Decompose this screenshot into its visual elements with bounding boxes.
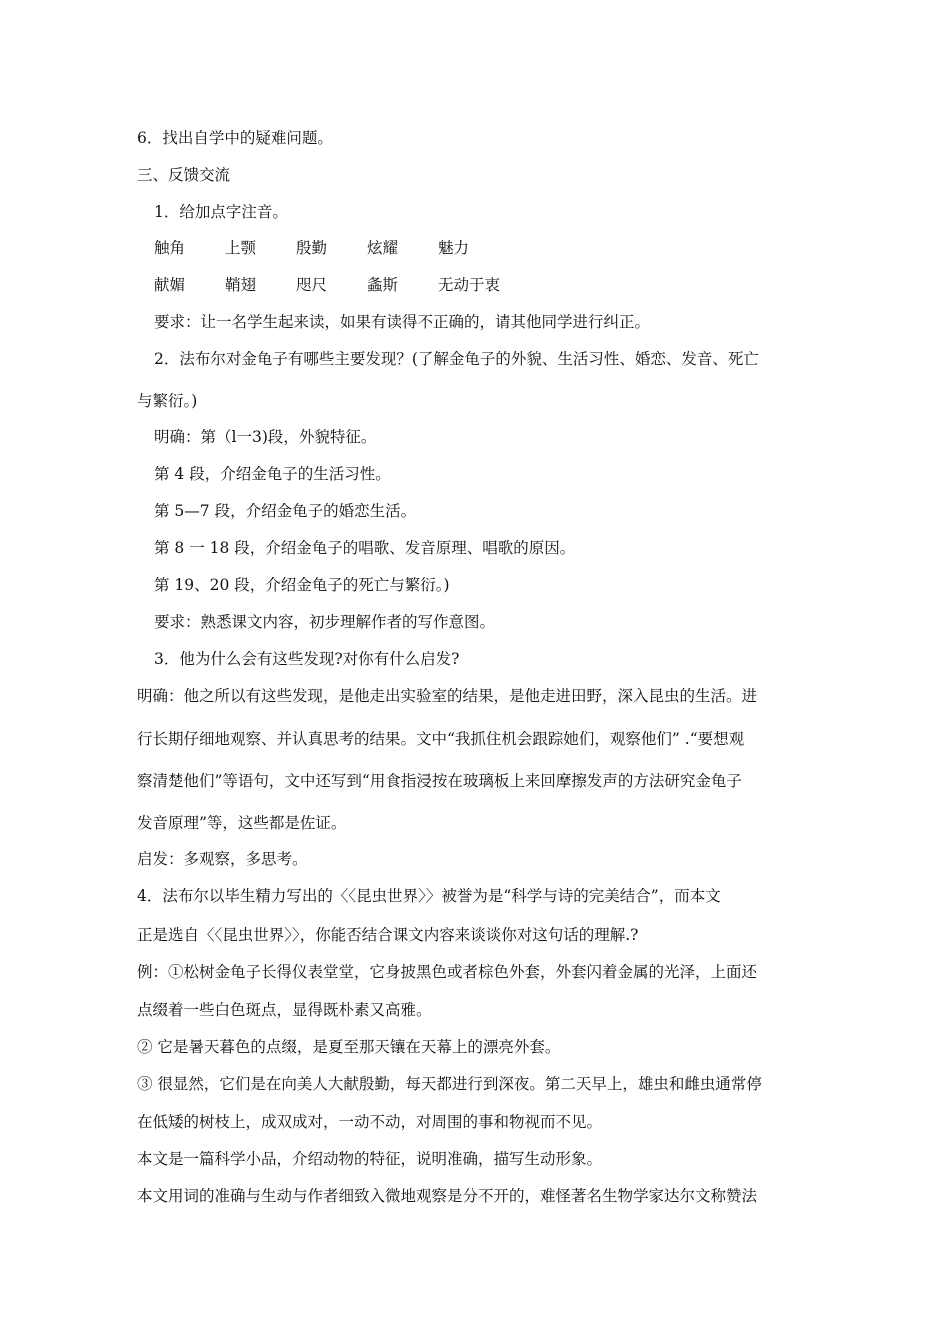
vocab-word: 殷勤	[296, 239, 328, 257]
vocab-row-2	[154, 275, 500, 295]
question-2-continued: 与繁衍。)	[137, 392, 198, 410]
question-3-text: 3．他为什么会有这些发现?对你有什么启发?	[154, 650, 460, 668]
answer-3-line-1: 明确：他之所以有这些发现，是他走出实验室的结果，是他走进田野，深入昆虫的生活。进	[137, 687, 758, 705]
question-4-line-2: 正是选自〈〈昆虫世界〉〉，你能否结合课文内容来谈谈你对这句话的理解.?	[137, 926, 639, 944]
vocab-word: 咫尺	[296, 276, 328, 294]
vocab-word: 炫耀	[367, 239, 399, 257]
example-3-line-2: 在低矮的树枝上，成双成对，一动不动，对周围的事和物视而不见。	[137, 1113, 603, 1131]
section-heading-feedback: 三、反馈交流	[137, 166, 231, 184]
vocab-word: 触角	[154, 239, 186, 257]
example-1-line-2: 点缀着一些白色斑点，显得既朴素又高雅。	[137, 1001, 432, 1019]
vocab-row-1	[154, 238, 469, 258]
question-1-text: 1．给加点字注音。	[154, 203, 288, 221]
answer-3-line-4: 发音原理”等，这些都是佐证。	[137, 814, 347, 832]
example-2: ② 它是暑天暮色的点缀，是夏至那天镶在天幕上的漂亮外套。	[137, 1038, 561, 1056]
vocab-word: 鞘翅	[225, 276, 257, 294]
requirement-2: 要求：熟悉课文内容，初步理解作者的写作意图。	[154, 613, 496, 631]
vocab-word: 无动于衷	[438, 276, 501, 294]
item-6-text: 6．找出自学中的疑难问题。	[137, 129, 333, 147]
example-3-line-1: ③ 很显然，它们是在向美人大献殷勤，每天都进行到深夜。第二天早上，雄虫和雌虫通常停	[137, 1075, 762, 1093]
answer-para-4: 第 4 段，介绍金龟子的生活习性。	[154, 465, 391, 483]
vocab-word: 螽斯	[367, 276, 399, 294]
question-2-text: 2．法布尔对金龟子有哪些主要发现？(了解金龟子的外貌、生活习性、婚恋、发音、死亡	[154, 350, 759, 368]
answer-3-line-2: 行长期仔细地观察、并认真思考的结果。文中“我抓住机会跟踪她们，观察他们” .“要想观	[137, 730, 745, 748]
answer-para-5-7: 第 5—7 段，介绍金龟子的婚恋生活。	[154, 502, 417, 520]
answer-para-19-20: 第 19、20 段，介绍金龟子的死亡与繁衍。)	[154, 576, 450, 594]
answer-para-1-3: 明确：第（l一3)段，外貌特征。	[154, 428, 377, 446]
answer-3-line-3: 察清楚他们”等语句，文中还写到“用食指浸按在玻璃板上来回摩擦发声的方法研究金龟子	[137, 772, 742, 790]
vocab-word: 魅力	[438, 239, 470, 257]
requirement-1: 要求：让一名学生起来读，如果有读得不正确的，请其他同学进行纠正。	[154, 313, 651, 331]
vocab-word: 献媚	[154, 276, 186, 294]
summary-line-1: 本文是一篇科学小品，介绍动物的特征，说明准确，描写生动形象。	[137, 1150, 603, 1168]
summary-line-2: 本文用词的准确与生动与作者细致入微地观察是分不开的，难怪著名生物学家达尔文称赞法	[137, 1187, 758, 1205]
example-1-line-1: 例：①松树金龟子长得仪表堂堂，它身披黑色或者棕色外套，外套闪着金属的光泽，上面还	[137, 963, 758, 981]
answer-para-8-18: 第 8 一 18 段，介绍金龟子的唱歌、发音原理、唱歌的原因。	[154, 539, 576, 557]
vocab-word: 上颚	[225, 239, 257, 257]
question-4-line-1: 4．法布尔以毕生精力写出的〈〈昆虫世界〉〉被誉为是“科学与诗的完美结合”，而本文	[137, 887, 721, 905]
inspiration-text: 启发：多观察，多思考。	[137, 850, 308, 868]
